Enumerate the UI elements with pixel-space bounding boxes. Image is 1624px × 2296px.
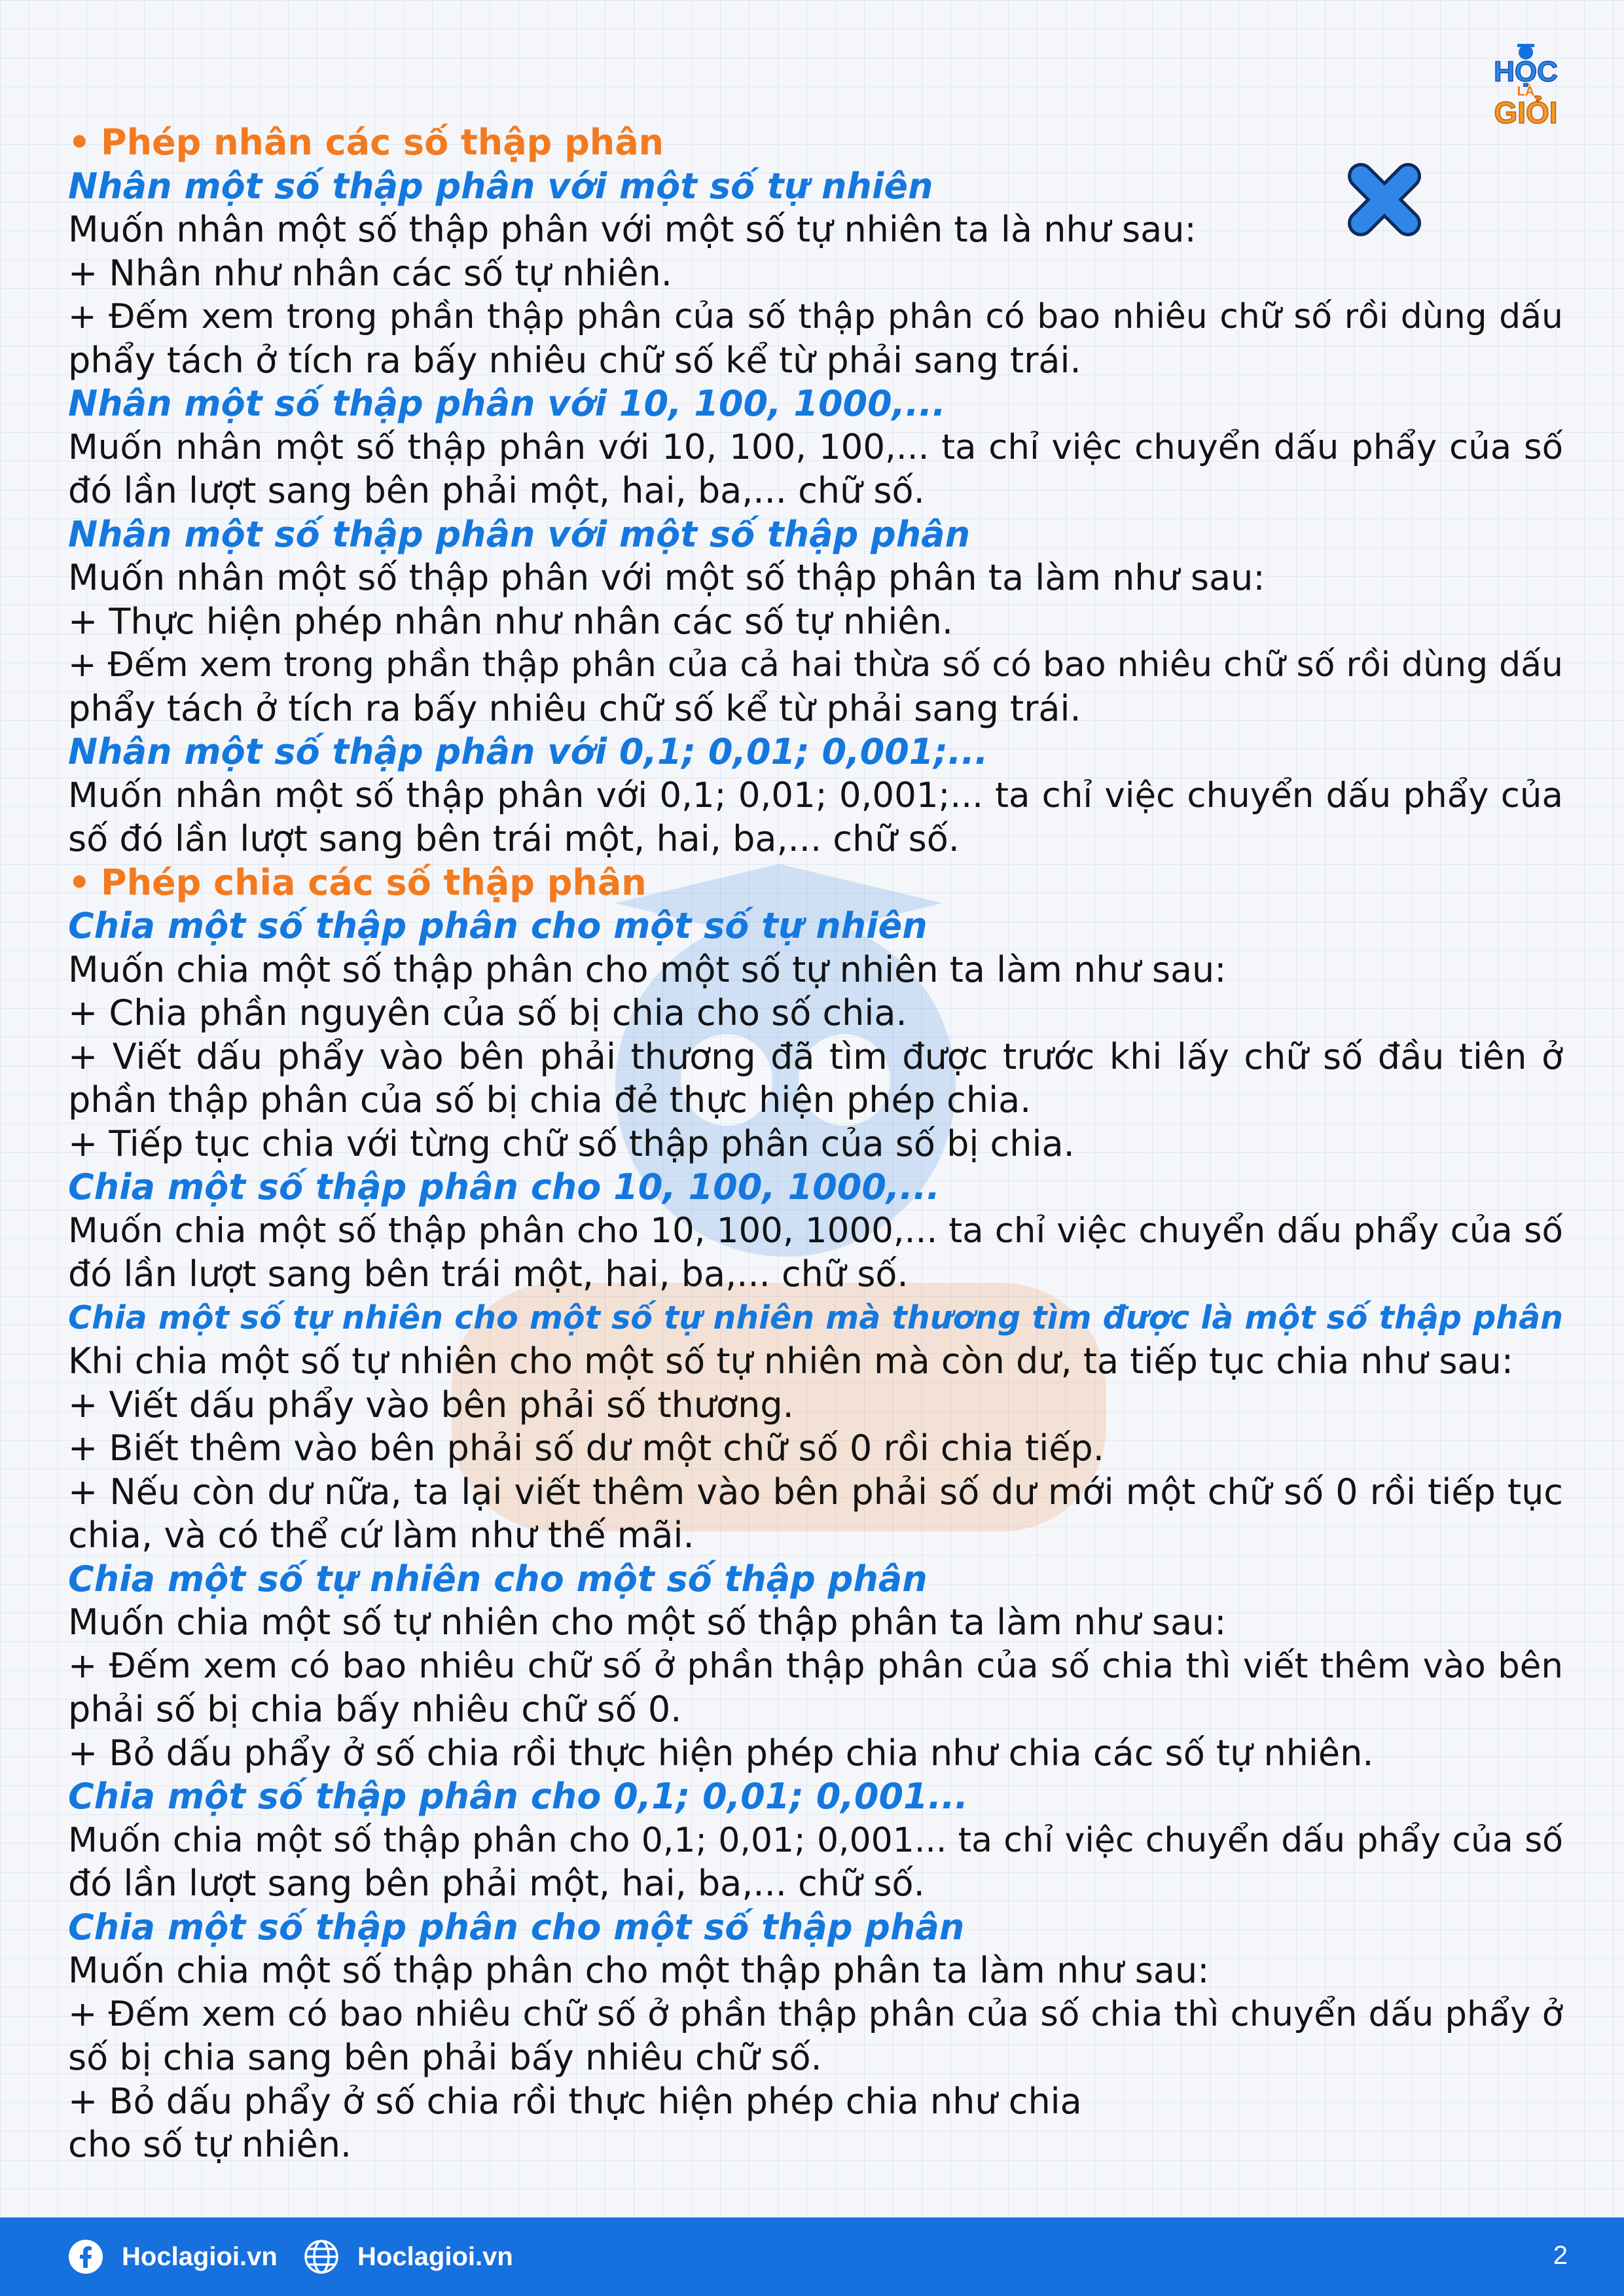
body-text-line: + Biết thêm vào bên phải số dư một chữ số 0 rồi chia tiếp.	[68, 1427, 1104, 1469]
section-heading	[68, 121, 1563, 165]
section-heading-text: Phép chia các số thập phân	[101, 861, 647, 903]
body-text-line: + Chia phần nguyên của số bị chia cho số chia.	[68, 992, 907, 1033]
subsection-heading: Nhân một số thập phân với 10, 100, 1000,...	[68, 383, 946, 424]
subsection-heading: Nhân một số thập phân với 0,1; 0,01; 0,001;...	[68, 731, 988, 772]
body-text-line: phẩy tách ở tích ra bấy nhiêu chữ số kể từ phải sang trái.	[68, 687, 1081, 729]
body-text-line: Muốn chia một số thập phân cho một thập phân ta làm như sau:	[68, 1950, 1210, 1991]
logo-grad-cap	[1517, 44, 1534, 47]
section-heading-text: Phép nhân các số thập phân	[101, 122, 664, 163]
footer-bar	[0, 2217, 1624, 2296]
body-text-line: + Đếm xem có bao nhiêu chữ số ở phần thập phân của số chia thì viết thêm vào bên	[68, 1645, 1563, 1686]
subsection-heading: Chia một số tự nhiên cho một số tự nhiên mà thương tìm được là một số thập phân	[68, 1299, 1563, 1336]
body-text-line: đó lần lượt sang bên phải một, hai, ba,... chữ số.	[68, 470, 925, 511]
subsection-heading: Chia một số thập phân cho một số thập phân	[68, 1906, 965, 1948]
body-text-line: + Viết dấu phẩy vào bên phải thương đã tìm được trước khi lấy chữ số đầu tiên ở	[68, 1035, 1563, 1077]
body-text-line: Muốn chia một số thập phân cho một số tự nhiên ta làm như sau:	[68, 948, 1227, 990]
body-text-line: số đó lần lượt sang bên trái một, hai, ba,... chữ số.	[68, 818, 960, 859]
hoclagioi-logo	[1477, 43, 1575, 128]
body-text-line: + Đếm xem trong phần thập phân của số thập phân có bao nhiêu chữ số rồi dùng dấu	[68, 297, 1563, 336]
footer-website-label: Hoclagioi.vn	[357, 2242, 513, 2271]
document-body	[68, 121, 1563, 2167]
footer-website-link[interactable]	[304, 2239, 513, 2274]
section-heading	[68, 861, 1563, 905]
body-text-line: + Nhân như nhân các số tự nhiên.	[68, 252, 672, 294]
body-text-line: + Viết dấu phẩy vào bên phải số thương.	[68, 1384, 794, 1426]
logo-line1: HỌC	[1494, 56, 1558, 88]
body-text-line: số bị chia sang bên phải bấy nhiêu chữ số.	[68, 2037, 822, 2078]
body-text-line: đó lần lượt sang bên phải một, hai, ba,... chữ số.	[68, 1863, 925, 1904]
bullet-icon: •	[68, 861, 91, 903]
body-text-line: chia, và có thể cứ làm như thế mãi.	[68, 1515, 695, 1556]
body-text-line: + Bỏ dấu phẩy ở số chia rồi thực hiện phép chia như chia	[68, 2080, 1082, 2122]
body-text-line: Muốn chia một số thập phân cho 0,1; 0,01; 0,001... ta chỉ việc chuyển dấu phẩy của số	[68, 1820, 1563, 1860]
page-number: 2	[1553, 2241, 1568, 2270]
facebook-icon	[68, 2239, 103, 2274]
subsection-heading: Chia một số thập phân cho một số tự nhiên	[68, 905, 928, 946]
logo-line2: LÀ	[1517, 84, 1535, 99]
body-text-line: Khi chia một số tự nhiên cho một số tự nhiên mà còn dư, ta tiếp tục chia như sau:	[68, 1340, 1513, 1382]
footer-facebook-label: Hoclagioi.vn	[122, 2242, 278, 2271]
subsection-heading: Chia một số thập phân cho 0,1; 0,01; 0,001...	[68, 1776, 969, 1817]
body-text-line: đó lần lượt sang bên trái một, hai, ba,... chữ số.	[68, 1253, 909, 1295]
body-text-line: Muốn chia một số tự nhiên cho một số thập phân ta làm như sau:	[68, 1602, 1227, 1643]
body-text-line: Muốn chia một số thập phân cho 10, 100, 1000,... ta chỉ việc chuyển dấu phẩy của số	[68, 1210, 1563, 1251]
body-text-line: Muốn nhân một số thập phân với 10, 100, 100,... ta chỉ việc chuyển dấu phẩy của số	[68, 427, 1563, 467]
globe-icon	[304, 2239, 339, 2274]
body-text-line: Muốn nhân một số thập phân với 0,1; 0,01; 0,001;... ta chỉ việc chuyển dấu phẩy của	[68, 775, 1563, 816]
bullet-icon: •	[68, 122, 91, 163]
body-text-line: phần thập phân của số bị chia đẻ thực hiện phép chia.	[68, 1079, 1032, 1121]
body-text-line: Muốn nhân một số thập phân với một số tự nhiên ta là như sau:	[68, 209, 1197, 250]
body-text-line: + Bỏ dấu phẩy ở số chia rồi thực hiện phép chia như chia các số tự nhiên.	[68, 1732, 1374, 1774]
logo-line3: GIỎI	[1494, 96, 1558, 128]
body-text-line: + Thực hiện phép nhân như nhân các số tự nhiên.	[68, 600, 954, 642]
subsection-heading: Nhân một số thập phân với một số thập phân	[68, 513, 971, 555]
footer-facebook-link[interactable]	[68, 2239, 278, 2274]
subsection-heading: Nhân một số thập phân với một số tự nhiên	[68, 165, 933, 207]
subsection-heading: Chia một số tự nhiên cho một số thập phân	[68, 1558, 928, 1600]
body-text-line: + Đếm xem trong phần thập phân của cả hai thừa số có bao nhiêu chữ số rồi dùng dấu	[68, 645, 1563, 685]
body-text-line: + Nếu còn dư nữa, ta lại viết thêm vào bên phải số dư mới một chữ số 0 rồi tiếp tục	[68, 1471, 1563, 1513]
body-text-line: + Tiếp tục chia với từng chữ số thập phân của số bị chia.	[68, 1122, 1075, 1164]
body-text-line: + Đếm xem có bao nhiêu chữ số ở phần thập phân của số chia thì chuyển dấu phẩy ở	[68, 1994, 1563, 2034]
body-text-line: Muốn nhân một số thập phân với một số thập phân ta làm như sau:	[68, 557, 1265, 598]
body-text-line: phải số bị chia bấy nhiêu chữ số 0.	[68, 1689, 682, 1730]
body-text-line: phẩy tách ở tích ra bấy nhiêu chữ số kể từ phải sang trái.	[68, 339, 1081, 381]
subsection-heading: Chia một số thập phân cho 10, 100, 1000,...	[68, 1166, 940, 1208]
body-text-line: cho số tự nhiên.	[68, 2124, 352, 2165]
